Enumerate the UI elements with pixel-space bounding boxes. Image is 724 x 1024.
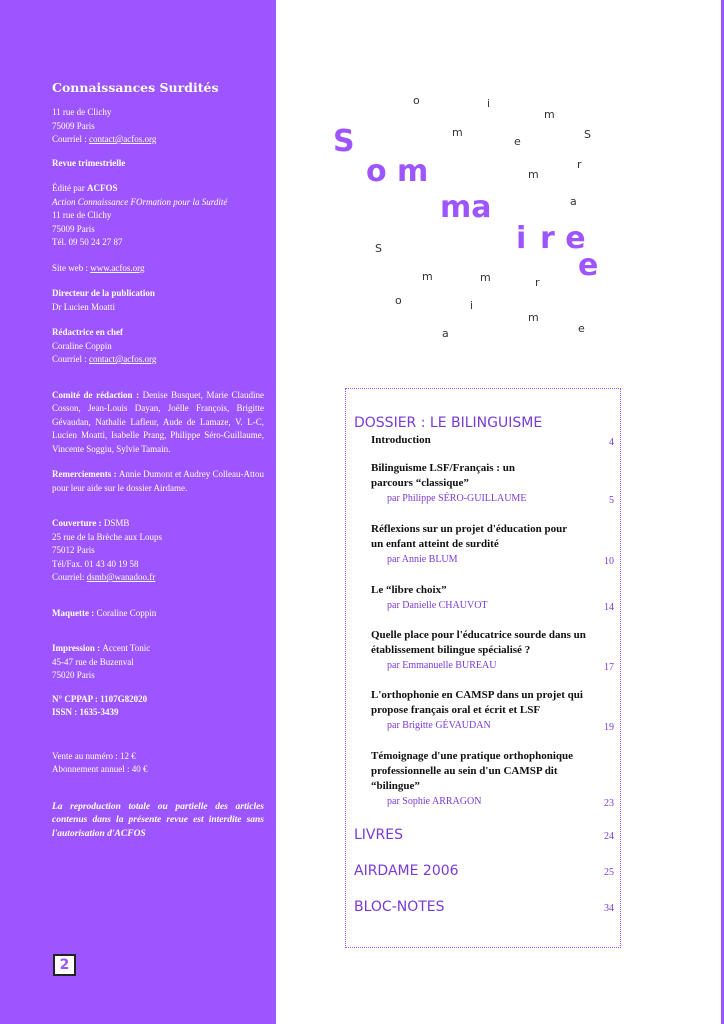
toc-item-page: 10 <box>604 556 614 567</box>
thanks-label: Remerciements : <box>52 469 119 479</box>
deco-big-letter: r e <box>540 221 586 256</box>
deco-letter: m <box>544 108 555 121</box>
editor-name: Coraline Coppin <box>52 340 112 351</box>
subscription-line: Abonnement annuel : 40 € <box>52 764 148 774</box>
toc-section-page: 34 <box>604 903 614 914</box>
toc-section-livres[interactable] <box>354 827 614 843</box>
edite-label: Édité par <box>52 183 87 193</box>
address-line: 75012 Paris <box>52 545 95 555</box>
deco-big-letter: S <box>333 124 355 159</box>
printer-name: Accent Tonic <box>102 643 151 653</box>
phone-line: Tél/Fax. 01 43 40 19 58 <box>52 558 139 569</box>
toc-item-page: 4 <box>609 437 614 448</box>
layout-credit <box>52 607 264 621</box>
toc-section-dossier[interactable] <box>354 415 614 431</box>
toc-item[interactable] <box>371 433 614 448</box>
address-line: 11 rue de Clichy <box>52 210 112 220</box>
director-title: Directeur de la publication <box>52 288 155 298</box>
address-line: 75009 Paris <box>52 120 95 131</box>
toc-item-title: Réflexions sur un projet d'éducation pour un enfant atteint de surdité <box>371 523 567 550</box>
toc-item-title: L'orthophonie en CAMSP dans un projet qui propose français oral et écrit et LSF <box>371 689 583 716</box>
cppap-line: N° CPPAP : 1107G82020 <box>52 693 148 704</box>
price-line: Vente au numéro : 12 € <box>52 750 136 761</box>
toc-item-title: Bilinguisme LSF/Français : un parcours “classique” <box>371 462 515 489</box>
toc-item-author: par Philippe SÉRO-GUILLAUME <box>387 493 527 504</box>
sommaire-decoration <box>0 0 724 360</box>
toc-section-page: 24 <box>604 831 614 842</box>
deco-big-letter: e <box>578 248 599 283</box>
thanks-text: Annie Dumont et Audrey Colleau-Attou pour leur aide sur le dossier Airdame. <box>52 469 264 493</box>
toc-item-title: Quelle place pour l'éducatrice sourde dans un établissement bilingue spécialisé ? <box>371 629 586 656</box>
toc-item-author: par Danielle CHAUVOT <box>387 600 488 611</box>
deco-big-letter: ma <box>440 190 492 225</box>
toc-item-title: Le “libre choix” <box>371 584 447 596</box>
toc-item-title: Témoignage d'une pratique orthophonique professionnelle au sein d'un CAMSP dit “bilingue” <box>371 750 574 792</box>
deco-letter: r <box>577 158 582 171</box>
committee-label: Comité de rédaction : <box>52 389 143 400</box>
deco-letter: i <box>470 299 474 312</box>
toc-section-label: LIVRES <box>354 827 403 843</box>
layout-name: Coraline Coppin <box>96 607 157 618</box>
cover-label: Couverture : <box>52 518 104 528</box>
address-line: 25 rue de la Brèche aux Loups <box>52 531 162 542</box>
deco-letter: m <box>422 270 433 283</box>
deco-letter: m <box>528 311 539 324</box>
toc-item-author: par Brigitte GÉVAUDAN <box>387 720 491 731</box>
email-link[interactable]: dsmb@wanadoo.fr <box>86 572 156 582</box>
committee-text: Denise Busquet, Marie Claudine Cosson, Jean-Louis Dayan, Joëlle François, Brigitte Gévaudan, Nathalie Lafleur, Aude de Lamaze, V. L-C, Lucien Moatti, Isabelle Prang, Philippe Séro-Guillaume, Vincente Soggiu, Sylvie Tamain. <box>52 389 264 454</box>
deco-big-letter: i <box>516 221 527 256</box>
toc-item-page: 19 <box>604 722 614 733</box>
toc-item[interactable] <box>371 688 614 733</box>
toc-item-page: 14 <box>604 602 614 613</box>
page-number: 2 <box>53 954 76 976</box>
toc-section-airdame[interactable] <box>354 863 614 879</box>
org-name: Connaissances Surdités <box>52 80 219 95</box>
email-link[interactable]: contact@acfos.org <box>89 354 157 364</box>
price-block <box>52 750 264 777</box>
deco-letter: r <box>535 276 540 289</box>
issn-line: ISSN : 1635-3439 <box>52 707 119 717</box>
deco-letter: o <box>395 294 402 307</box>
cover-email-line <box>52 571 264 585</box>
deco-letter: i <box>487 97 491 110</box>
toc-section-page: 25 <box>604 867 614 878</box>
deco-letter: S <box>375 242 382 255</box>
printer-line <box>52 642 264 656</box>
toc-item-page: 5 <box>609 495 614 506</box>
phone-line: Tél. 09 50 24 27 87 <box>52 237 123 247</box>
printer-block <box>52 642 264 683</box>
edite-name: ACFOS <box>87 183 118 193</box>
toc-item[interactable] <box>371 749 614 809</box>
deco-letter: e <box>578 322 585 335</box>
address-line: 11 rue de Clichy <box>52 107 112 117</box>
toc-item-page: 17 <box>604 662 614 673</box>
copyright-notice: La reproduction totale ou partielle des articles contenus dans la présente revue est interdite sans l'autorisation d'ACFOS <box>52 801 264 839</box>
site-label: Site web : <box>52 262 91 273</box>
toc-section-bloc-notes[interactable] <box>354 899 614 915</box>
revue-line: Revue trimestrielle <box>52 157 126 168</box>
email-label: Courriel : <box>52 134 89 144</box>
committee-block <box>52 389 264 457</box>
address-line: 75020 Paris <box>52 670 95 680</box>
cover-line <box>52 517 264 531</box>
toc-item[interactable] <box>371 628 614 673</box>
deco-big-letter: o m <box>366 154 429 189</box>
deco-letter: o <box>413 94 420 107</box>
director-name: Dr Lucien Moatti <box>52 301 115 312</box>
deco-letter: e <box>514 135 521 148</box>
deco-letter: a <box>442 327 449 340</box>
toc-section-label: BLOC-NOTES <box>354 899 445 915</box>
toc-section-label: DOSSIER : LE BILINGUISME <box>354 415 543 431</box>
toc-item[interactable] <box>371 583 614 613</box>
website-link[interactable]: www.acfos.org <box>90 262 145 273</box>
editor-title: Rédactrice en chef <box>52 327 123 337</box>
deco-letter: m <box>452 126 463 139</box>
email-label: Courriel : <box>52 354 89 364</box>
address-line: 45-47 rue de Buzenval <box>52 656 134 667</box>
deco-letter: S <box>584 128 591 141</box>
cover-name: DSMB <box>103 518 130 528</box>
toc-item[interactable] <box>371 461 614 506</box>
deco-letter: m <box>480 271 491 284</box>
printer-label: Impression : <box>52 643 103 653</box>
toc-item-author: par Sophie ARRAGON <box>387 796 482 807</box>
email-link[interactable]: contact@acfos.org <box>89 134 157 144</box>
layout-label: Maquette : <box>52 607 97 618</box>
registration-block <box>52 693 264 720</box>
toc-item-title: Introduction <box>371 434 431 446</box>
cover-block <box>52 517 264 585</box>
toc-item-page: 23 <box>604 798 614 809</box>
acfos-full-name: Action Connaissance FOrmation pour la Surdité <box>52 196 228 207</box>
toc-section-label: AIRDAME 2006 <box>354 863 459 879</box>
toc-item-author: par Annie BLUM <box>387 554 458 565</box>
thanks-block <box>52 468 264 495</box>
toc-item[interactable] <box>371 522 614 567</box>
email-label: Courriel: <box>52 572 87 582</box>
address-line: 75009 Paris <box>52 223 95 234</box>
deco-letter: m <box>528 168 539 181</box>
toc-item-author: par Emmanuelle BUREAU <box>387 660 497 671</box>
table-of-contents <box>345 388 621 948</box>
deco-letter: a <box>570 195 577 208</box>
